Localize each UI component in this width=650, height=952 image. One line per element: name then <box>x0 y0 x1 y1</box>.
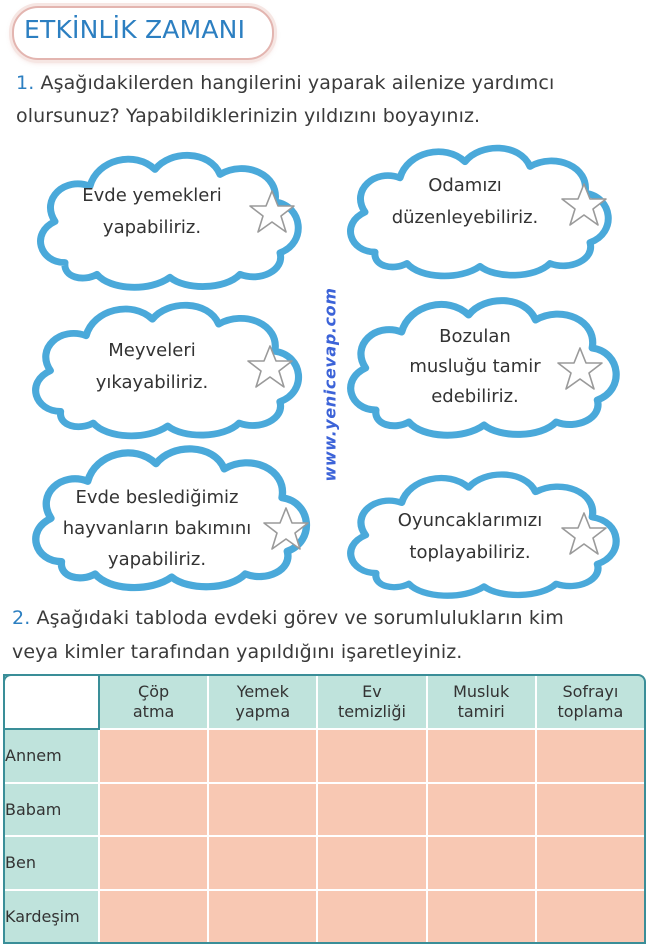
table-cell[interactable] <box>99 783 208 837</box>
table-row <box>4 729 645 783</box>
table-cell[interactable] <box>427 836 536 890</box>
question-2-number: 2. <box>12 607 31 629</box>
table-cell[interactable] <box>427 890 536 944</box>
row-label: Annem <box>4 729 99 783</box>
question-1-number: 1. <box>16 72 35 94</box>
column-header <box>317 675 426 729</box>
table-cell[interactable] <box>317 836 426 890</box>
column-header-line-2: atma <box>132 702 175 721</box>
column-header-line-2: yapma <box>235 702 291 721</box>
table-cell[interactable] <box>208 890 317 944</box>
table-row <box>4 783 645 837</box>
table-cell[interactable] <box>317 783 426 837</box>
watermark <box>260 270 390 500</box>
column-header-line-1: Musluk <box>453 682 510 701</box>
table-header-row <box>4 675 645 729</box>
table-cell[interactable] <box>208 783 317 837</box>
cloud-2-line-2: düzenleyebiliriz. <box>391 207 539 228</box>
column-header <box>427 675 536 729</box>
cloud-1-text <box>62 180 242 244</box>
column-header-line-1: Çöp <box>138 682 170 701</box>
table-cell[interactable] <box>536 890 645 944</box>
cloud-2-line-1: Odamızı <box>428 175 502 196</box>
cloud-6-text <box>370 505 570 569</box>
table-cell[interactable] <box>99 890 208 944</box>
table-cell[interactable] <box>208 836 317 890</box>
column-header-line-2: temizliği <box>337 702 406 721</box>
table-cell[interactable] <box>208 729 317 783</box>
cloud-6-line-2: toplayabiliriz. <box>409 542 531 563</box>
table-cell[interactable] <box>427 783 536 837</box>
cloud-5-line-1: Evde beslediğimiz <box>75 487 239 508</box>
table-cell[interactable] <box>536 783 645 837</box>
column-header-line-1: Yemek <box>236 682 289 701</box>
responsibility-table <box>3 674 646 944</box>
column-header-line-1: Ev <box>362 682 382 701</box>
cloud-6-line-1: Oyuncaklarımızı <box>397 510 543 531</box>
cloud-5-line-2: hayvanların bakımını <box>62 518 252 539</box>
table-cell[interactable] <box>536 836 645 890</box>
column-header-line-2: toplama <box>557 702 624 721</box>
column-header-line-2: tamiri <box>457 702 505 721</box>
cloud-3-line-2: yıkayabiliriz. <box>95 372 209 393</box>
table-cell[interactable] <box>99 729 208 783</box>
column-header <box>208 675 317 729</box>
row-label: Babam <box>4 783 99 837</box>
cloud-3-text <box>62 335 242 399</box>
question-1-text-1: Aşağıdakilerden hangilerini yaparak ailenize yardımcı <box>40 72 555 94</box>
cloud-4-line-3: edebiliriz. <box>431 386 519 407</box>
table-corner-cell <box>4 675 99 729</box>
cloud-4-text <box>385 322 565 412</box>
table-cell[interactable] <box>536 729 645 783</box>
cloud-3-line-1: Meyveleri <box>108 340 196 361</box>
question-1-line-2: olursunuz? Yapabildiklerinizin yıldızını boyayınız. <box>16 105 481 127</box>
cloud-2-text <box>370 170 560 234</box>
question-2-line-2: veya kimler tarafından yapıldığını işaretleyiniz. <box>12 641 463 663</box>
row-label: Ben <box>4 836 99 890</box>
column-header <box>99 675 208 729</box>
table-row <box>4 890 645 944</box>
cloud-4-line-1: Bozulan <box>439 326 511 347</box>
cloud-1-line-2: yapabiliriz. <box>102 217 202 238</box>
column-header-line-1: Sofrayı <box>562 682 619 701</box>
column-header <box>536 675 645 729</box>
cloud-5-line-3: yapabiliriz. <box>107 549 207 570</box>
table-cell[interactable] <box>99 836 208 890</box>
table-row <box>4 836 645 890</box>
watermark-text: www.yenicevap.com <box>320 287 340 482</box>
cloud-1-line-1: Evde yemekleri <box>82 185 222 206</box>
question-2-text-1: Aşağıdaki tabloda evdeki görev ve sorumlulukların kim <box>36 607 564 629</box>
cloud-4-line-2: musluğu tamir <box>409 356 541 377</box>
page-title: ETKİNLİK ZAMANI <box>24 15 246 44</box>
table-cell[interactable] <box>427 729 536 783</box>
row-label: Kardeşim <box>4 890 99 944</box>
cloud-5-text <box>52 482 262 575</box>
table-cell[interactable] <box>317 890 426 944</box>
table-cell[interactable] <box>317 729 426 783</box>
question-2-line-1 <box>12 607 564 629</box>
